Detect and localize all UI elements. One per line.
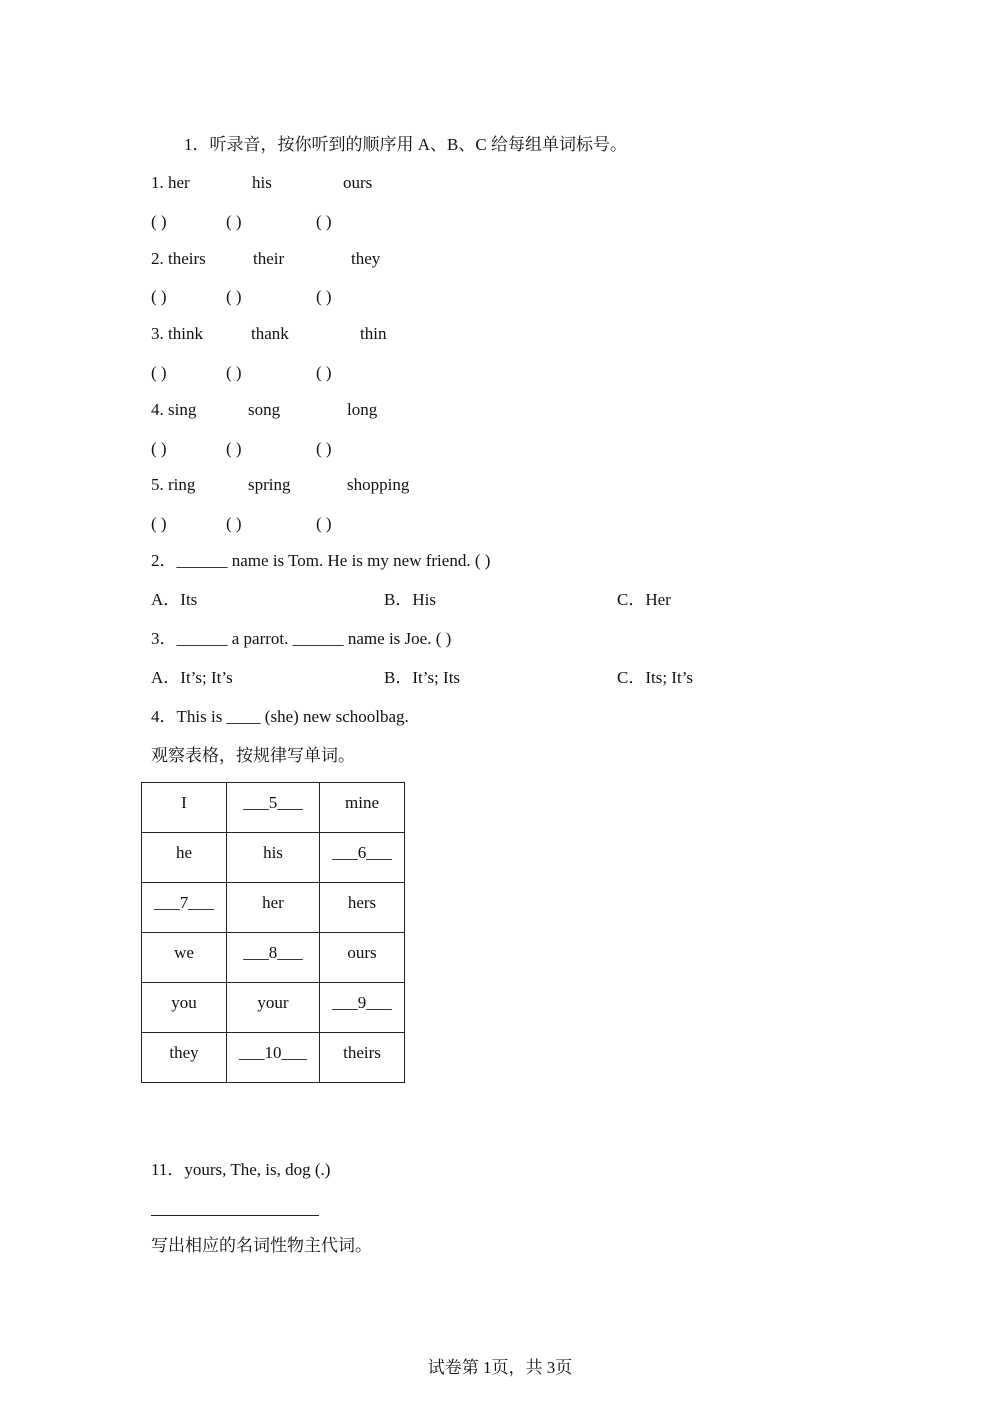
last-instruction: 写出相应的名词性物主代词。 [151, 1236, 372, 1255]
q11-stem: 11．yours, The, is, dog (.) [151, 1160, 331, 1179]
table-row [142, 883, 405, 933]
q3-option-b[interactable]: B．It’s; Its [384, 668, 461, 687]
q1-g1-blank-a[interactable]: ( ) [151, 212, 167, 231]
q1-g2-blank-c[interactable]: ( ) [316, 287, 332, 306]
q1-g3-blank-b[interactable]: ( ) [226, 363, 242, 382]
table-cell: your [227, 983, 320, 1033]
q1-g3-blank-a[interactable]: ( ) [151, 363, 167, 382]
table-cell: ours [320, 933, 405, 983]
q2-stem: 2．______ name is Tom. He is my new friend. ( ) [151, 551, 491, 570]
q1-g3-word-a: 3. think [151, 324, 203, 343]
table-cell: his [227, 833, 320, 883]
q1-g1-word-a: 1. her [151, 173, 190, 192]
q1-g1-blank-b[interactable]: ( ) [226, 212, 242, 231]
q1-g1-word-b: his [252, 173, 272, 192]
q3-stem: 3．______ a parrot. ______ name is Joe. ( ) [151, 629, 452, 648]
q3-option-a[interactable]: A．It’s; It’s [151, 668, 233, 687]
table-cell-blank[interactable]: ___9___ [320, 983, 405, 1033]
q1-g4-word-b: song [248, 400, 281, 419]
page-footer: 试卷第 1页，共 3页 [427, 1358, 573, 1377]
q1-g5-blank-a[interactable]: ( ) [151, 514, 167, 533]
table-cell: her [227, 883, 320, 933]
q1-g3-blank-c[interactable]: ( ) [316, 363, 332, 382]
table-cell: we [142, 933, 227, 983]
q1-g4-word-c: long [347, 400, 378, 419]
q2-option-a[interactable]: A．Its [151, 590, 198, 609]
q1-g2-blank-b[interactable]: ( ) [226, 287, 242, 306]
q1-g2-blank-a[interactable]: ( ) [151, 287, 167, 306]
q1-g2-word-c: they [351, 249, 381, 268]
q1-g3-word-c: thin [360, 324, 387, 343]
table-cell: I [142, 783, 227, 833]
q1-g4-word-a: 4. sing [151, 400, 197, 419]
q1-g4-blank-c[interactable]: ( ) [316, 439, 332, 458]
q1-g5-word-a: 5. ring [151, 475, 196, 494]
table-row [142, 933, 405, 983]
table-cell: hers [320, 883, 405, 933]
table-cell: theirs [320, 1033, 405, 1083]
q1-instruction: 1．听录音，按你听到的顺序用 A、B、C 给每组单词标号。 [184, 135, 627, 154]
q1-g5-blank-b[interactable]: ( ) [226, 514, 242, 533]
q1-g4-blank-a[interactable]: ( ) [151, 439, 167, 458]
table-cell-blank[interactable]: ___6___ [320, 833, 405, 883]
table-cell-blank[interactable]: ___7___ [142, 883, 227, 933]
table-cell-blank[interactable]: ___5___ [227, 783, 320, 833]
table-instruction: 观察表格，按规律写单词。 [151, 746, 355, 765]
q4-stem: 4．This is ____ (she) new schoolbag. [151, 707, 409, 726]
q2-option-b[interactable]: B．His [384, 590, 436, 609]
q1-g2-word-b: their [253, 249, 285, 268]
q1-g4-blank-b[interactable]: ( ) [226, 439, 242, 458]
q2-option-c[interactable]: C．Her [617, 590, 671, 609]
q1-g2-word-a: 2. theirs [151, 249, 206, 268]
table-cell: they [142, 1033, 227, 1083]
q1-g1-word-c: ours [343, 173, 373, 192]
table-row [142, 1033, 405, 1083]
table-row [142, 833, 405, 883]
table-row [142, 783, 405, 833]
table-cell-blank[interactable]: ___8___ [227, 933, 320, 983]
q3-option-c[interactable]: C．Its; It’s [617, 668, 694, 687]
q11-answer-line[interactable] [151, 1215, 319, 1216]
q1-g5-word-c: shopping [347, 475, 410, 494]
table-cell: mine [320, 783, 405, 833]
table-cell: you [142, 983, 227, 1033]
q1-g5-blank-c[interactable]: ( ) [316, 514, 332, 533]
q1-g5-word-b: spring [248, 475, 291, 494]
table-cell: he [142, 833, 227, 883]
pronoun-table [141, 782, 405, 1083]
table-cell-blank[interactable]: ___10___ [227, 1033, 320, 1083]
table-row [142, 983, 405, 1033]
q1-g3-word-b: thank [251, 324, 289, 343]
q1-g1-blank-c[interactable]: ( ) [316, 212, 332, 231]
